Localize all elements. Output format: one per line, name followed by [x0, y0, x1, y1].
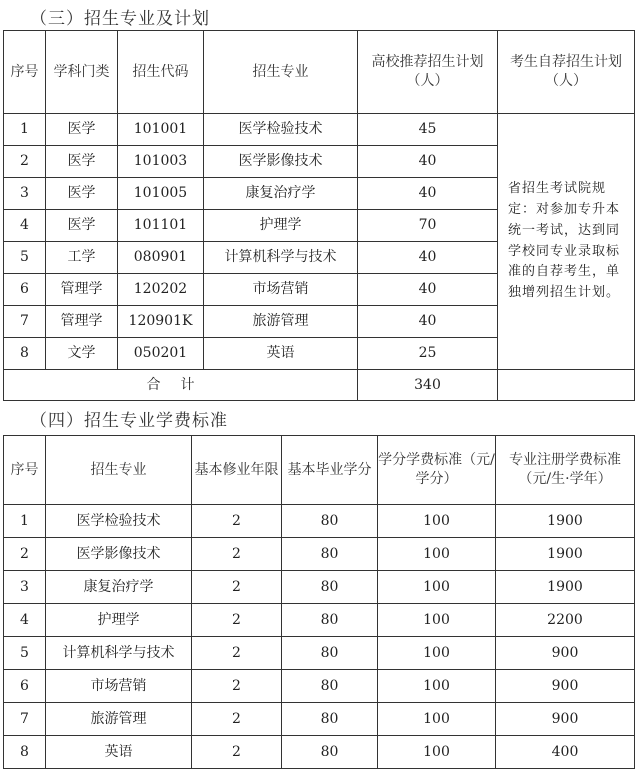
cell-credit-fee: 100 — [378, 637, 496, 670]
header-category: 学科门类 — [46, 31, 118, 114]
cell-credits: 80 — [282, 571, 378, 604]
table-row — [4, 505, 635, 538]
cell-major: 市场营销 — [204, 274, 358, 306]
cell-years: 2 — [192, 604, 282, 637]
cell-code: 101005 — [118, 178, 204, 210]
table-row — [4, 538, 635, 571]
header-no: 序号 — [4, 436, 46, 505]
header-years: 基本修业年限 — [192, 436, 282, 505]
total-label: 合计 — [4, 370, 358, 401]
table-row — [4, 637, 635, 670]
cell-no: 5 — [4, 637, 46, 670]
cell-credit-fee: 100 — [378, 670, 496, 703]
header-credit-fee: 学分学费标准（元/学分） — [378, 436, 496, 505]
cell-no: 7 — [4, 703, 46, 736]
cell-credit-fee: 100 — [378, 538, 496, 571]
cell-category: 工学 — [46, 242, 118, 274]
cell-credits: 80 — [282, 637, 378, 670]
cell-no: 3 — [4, 178, 46, 210]
cell-plan: 40 — [358, 274, 498, 306]
cell-credit-fee: 100 — [378, 505, 496, 538]
tuition-table — [3, 435, 635, 769]
cell-no: 6 — [4, 670, 46, 703]
cell-no: 2 — [4, 538, 46, 571]
cell-credit-fee: 100 — [378, 736, 496, 769]
cell-code: 120901K — [118, 306, 204, 338]
cell-no: 1 — [4, 114, 46, 146]
cell-category: 管理学 — [46, 306, 118, 338]
cell-plan: 70 — [358, 210, 498, 242]
cell-credit-fee: 100 — [378, 571, 496, 604]
section-title-tuition: （四）招生专业学费标准 — [30, 411, 228, 431]
cell-credits: 80 — [282, 538, 378, 571]
cell-code: 080901 — [118, 242, 204, 274]
cell-major: 旅游管理 — [46, 703, 192, 736]
cell-plan: 40 — [358, 242, 498, 274]
cell-major: 计算机科学与技术 — [204, 242, 358, 274]
cell-plan: 40 — [358, 146, 498, 178]
table-header-row — [4, 436, 635, 505]
cell-major: 医学影像技术 — [46, 538, 192, 571]
cell-no: 5 — [4, 242, 46, 274]
cell-reg-fee: 900 — [496, 637, 635, 670]
cell-years: 2 — [192, 571, 282, 604]
cell-code: 050201 — [118, 338, 204, 370]
cell-category: 文学 — [46, 338, 118, 370]
table-row — [4, 604, 635, 637]
cell-major: 英语 — [46, 736, 192, 769]
cell-credits: 80 — [282, 604, 378, 637]
cell-major: 护理学 — [204, 210, 358, 242]
table-row — [4, 670, 635, 703]
cell-years: 2 — [192, 736, 282, 769]
table-row — [4, 114, 635, 146]
cell-major: 康复治疗学 — [46, 571, 192, 604]
header-major: 招生专业 — [204, 31, 358, 114]
cell-major: 旅游管理 — [204, 306, 358, 338]
cell-plan: 40 — [358, 306, 498, 338]
cell-reg-fee: 1900 — [496, 538, 635, 571]
self-plan-note: 省招生考试院规定：对参加专升本统一考试，达到同学校同专业录取标准的自荐考生，单独增列招生计划。 — [498, 114, 635, 370]
cell-years: 2 — [192, 637, 282, 670]
cell-reg-fee: 400 — [496, 736, 635, 769]
cell-credits: 80 — [282, 703, 378, 736]
cell-years: 2 — [192, 703, 282, 736]
cell-major: 康复治疗学 — [204, 178, 358, 210]
cell-plan: 45 — [358, 114, 498, 146]
cell-no: 2 — [4, 146, 46, 178]
cell-no: 4 — [4, 210, 46, 242]
cell-reg-fee: 2200 — [496, 604, 635, 637]
cell-major: 护理学 — [46, 604, 192, 637]
cell-no: 8 — [4, 736, 46, 769]
cell-code: 101001 — [118, 114, 204, 146]
cell-major: 医学检验技术 — [46, 505, 192, 538]
cell-reg-fee: 900 — [496, 703, 635, 736]
cell-credit-fee: 100 — [378, 604, 496, 637]
cell-no: 3 — [4, 571, 46, 604]
table-header-row — [4, 31, 635, 114]
table-row — [4, 703, 635, 736]
section-title-plan: （三）招生专业及计划 — [30, 9, 210, 29]
cell-major: 医学检验技术 — [204, 114, 358, 146]
cell-category: 医学 — [46, 114, 118, 146]
header-credits: 基本毕业学分 — [282, 436, 378, 505]
cell-reg-fee: 1900 — [496, 505, 635, 538]
cell-category: 医学 — [46, 146, 118, 178]
cell-plan: 40 — [358, 178, 498, 210]
cell-plan: 25 — [358, 338, 498, 370]
cell-code: 101003 — [118, 146, 204, 178]
cell-no: 6 — [4, 274, 46, 306]
cell-reg-fee: 900 — [496, 670, 635, 703]
cell-credits: 80 — [282, 736, 378, 769]
cell-no: 7 — [4, 306, 46, 338]
cell-major: 英语 — [204, 338, 358, 370]
header-no: 序号 — [4, 31, 46, 114]
cell-category: 管理学 — [46, 274, 118, 306]
cell-code: 120202 — [118, 274, 204, 306]
cell-years: 2 — [192, 538, 282, 571]
header-school-plan: 高校推荐招生计划（人） — [358, 31, 498, 114]
header-self-plan: 考生自荐招生计划（人） — [498, 31, 635, 114]
cell-major: 医学影像技术 — [204, 146, 358, 178]
header-code: 招生代码 — [118, 31, 204, 114]
cell-category: 医学 — [46, 210, 118, 242]
total-empty-cell — [498, 370, 635, 401]
cell-reg-fee: 1900 — [496, 571, 635, 604]
cell-major: 市场营销 — [46, 670, 192, 703]
cell-category: 医学 — [46, 178, 118, 210]
total-value: 340 — [358, 370, 498, 401]
cell-code: 101101 — [118, 210, 204, 242]
cell-no: 1 — [4, 505, 46, 538]
cell-years: 2 — [192, 670, 282, 703]
cell-no: 4 — [4, 604, 46, 637]
cell-no: 8 — [4, 338, 46, 370]
table-row — [4, 571, 635, 604]
header-major: 招生专业 — [46, 436, 192, 505]
cell-years: 2 — [192, 505, 282, 538]
cell-credits: 80 — [282, 505, 378, 538]
enrollment-plan-table — [3, 30, 635, 401]
header-reg-fee: 专业注册学费标准（元/生·学年） — [496, 436, 635, 505]
cell-credit-fee: 100 — [378, 703, 496, 736]
total-row — [4, 370, 635, 401]
cell-major: 计算机科学与技术 — [46, 637, 192, 670]
cell-credits: 80 — [282, 670, 378, 703]
table-row — [4, 736, 635, 769]
